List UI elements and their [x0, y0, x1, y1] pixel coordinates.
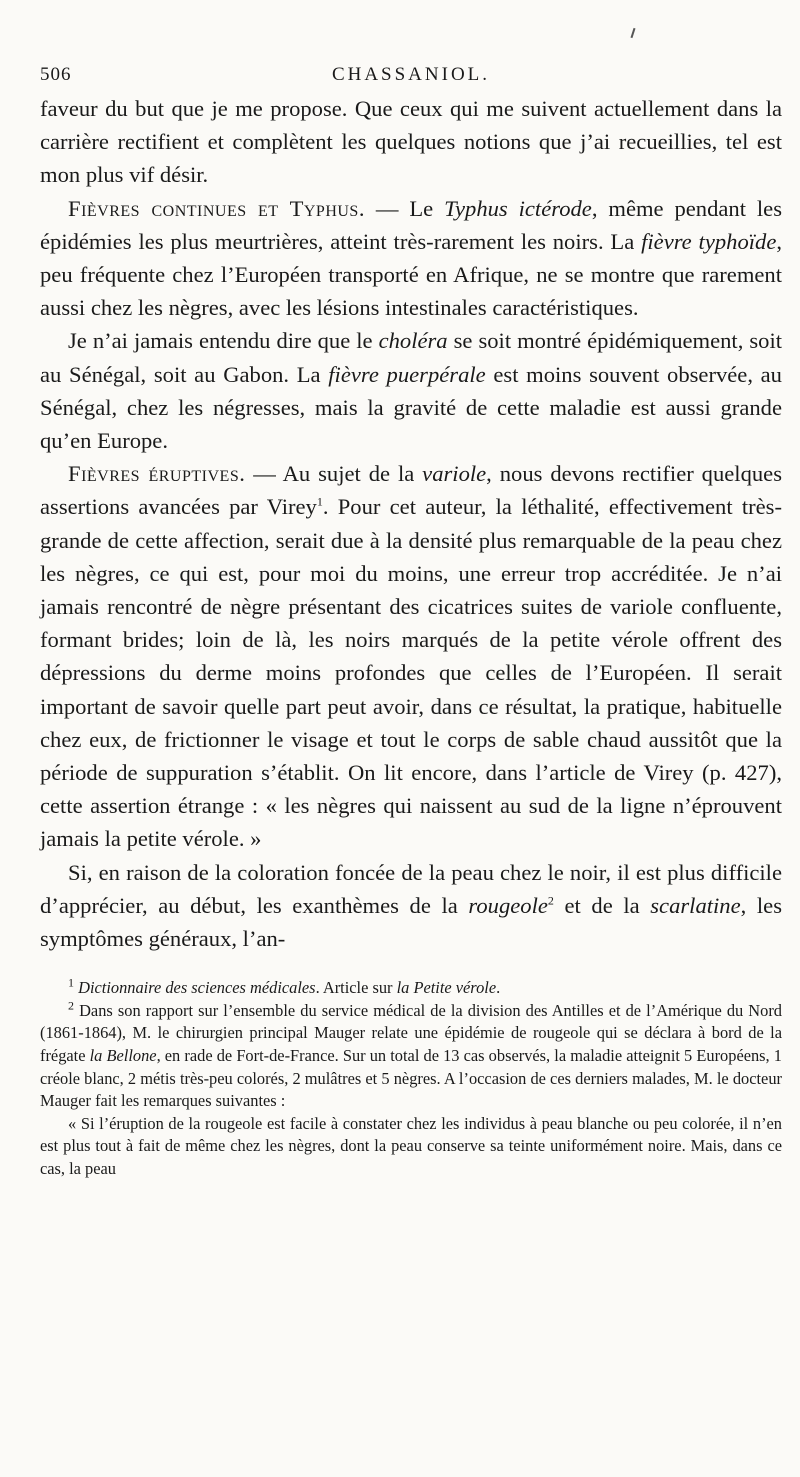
- running-title: CHASSANIOL.: [331, 64, 491, 85]
- italic-run: la Petite vérole: [396, 978, 497, 998]
- text-run: Dans son rapport sur l’ensemble du service médical de la division des Antilles et de l’Amérique du Nord (1861-1864), M. le chirurgien principal Mauger relate une épidémie de rougeole qui se déclara à bord de la frégate: [40, 1000, 782, 1066]
- text-run: Je n’ai jamais entendu dire que le: [68, 328, 379, 354]
- body-text: [40, 92, 782, 955]
- text-run: faveur du but que je me propose. Que ceux qui me suivent actuellement dans la carrière rectifient et complètent les quelques notions que j’ai recueillies, tel est mon plus vif désir.: [40, 96, 782, 188]
- text-run: Si, en raison de la coloration foncée de la peau chez le noir, il est plus difficile d’apprécier, au début, les exanthèmes de la: [40, 859, 782, 918]
- footnotes: [40, 977, 782, 1180]
- italic-run: Dictionnaire des sciences médicales: [78, 978, 316, 998]
- text-run: , nous devons rectifier quelques assertions avancées par Virey: [40, 461, 782, 520]
- footnote-ref: 2: [547, 893, 554, 908]
- text-run: — Au sujet de la: [245, 461, 423, 487]
- text-run: se soit montré épidémiquement, soit au Sénégal, soit au Gabon. La: [40, 328, 782, 387]
- italic-run: la Bellone: [89, 1046, 157, 1066]
- footnote-ref: 1: [316, 494, 323, 509]
- text-run: , en rade de Fort-de-France. Sur un total de 13 cas observés, la maladie atteignit 5 Européens, 1 créole blanc, 2 métis très-peu colorés, 2 mulâtres et 5 nègres. A l’occasion de ces derniers malades, M. le docteur Mauger fait les remarques suivantes :: [40, 1046, 782, 1111]
- italic-run: rougeole: [468, 892, 548, 918]
- section-heading: Fièvres éruptives.: [68, 461, 246, 487]
- text-run: , les symptômes généraux, l’an-: [40, 892, 782, 952]
- text-run: .: [496, 978, 501, 998]
- text-run: est moins souvent observée, au Sénégal, chez les négresses, mais la gravité de cette maladie est aussi grande qu’en Europe.: [40, 361, 782, 454]
- text-run: et de la: [553, 892, 651, 918]
- footnote: [40, 1000, 782, 1113]
- italic-run: Typhus ictérode: [444, 195, 592, 221]
- italic-run: variole: [422, 461, 487, 487]
- paragraph: [40, 856, 782, 956]
- section-heading: Fièvres continues et Typhus.: [68, 195, 365, 221]
- text-run: — Le: [364, 195, 445, 221]
- paragraph: [40, 457, 782, 855]
- italic-run: fièvre puerpérale: [328, 361, 486, 387]
- page-number: 506: [40, 64, 72, 85]
- text-run: , même pendant les épidémies les plus meurtrières, atteint très-rarement les noirs. La: [40, 195, 783, 254]
- italic-run: fièvre typhoïde: [641, 228, 777, 254]
- text-run: . Pour cet auteur, la léthalité, effectivement très-grande de cette affection, serait due à la densité plus remarquable de la peau chez les nègres, ce qui est, pour moi du moins, une erreur trop accréditée. Je n’ai jamais rencontré de nègre présentant des cicatrices suites de variole confluente, formant brides; loin de là, les noirs marqués de la petite vérole offrent des dépressions du derme moins profondes que celles de l’Européen. Il serait important de savoir quelle part peut avoir, dans ce résultat, la pratique, habituelle chez eux, de frictionner le visage et tout le corps de sable chaud aussitôt que la période de suppuration s’établit. On lit encore, dans l’article de Virey (p. 427), cette assertion étrange : « les nègres qui naissent au sud de la ligne n’éprouvent jamais la petite vérole. »: [40, 494, 782, 852]
- paragraph: [40, 92, 782, 192]
- paragraph: [40, 192, 782, 325]
- italic-run: choléra: [378, 328, 448, 354]
- paragraph: [40, 324, 782, 457]
- scan-mark: [631, 28, 636, 38]
- footnote-ref: 2: [68, 998, 74, 1013]
- text-run: , peu fréquente chez l’Européen transporté en Afrique, ne se montre que rarement aussi chez les nègres, avec les lésions intestinales caractéristiques.: [40, 228, 782, 321]
- footnote: [40, 1113, 782, 1181]
- text-run: « Si l’éruption de la rougeole est facile à constater chez les individus à peau blanche ou peu colorée, il n’en est plus tout à fait de même chez les nègres, dont la peau conserve sa teinte uniformément noire. Mais, dans ce cas, la peau: [40, 1113, 782, 1179]
- footnote-ref: 1: [68, 975, 74, 990]
- page-header: [40, 60, 782, 90]
- italic-run: scarlatine: [650, 892, 741, 918]
- document-page: [40, 60, 782, 1181]
- text-run: . Article sur: [315, 978, 397, 998]
- footnote: [40, 977, 782, 1000]
